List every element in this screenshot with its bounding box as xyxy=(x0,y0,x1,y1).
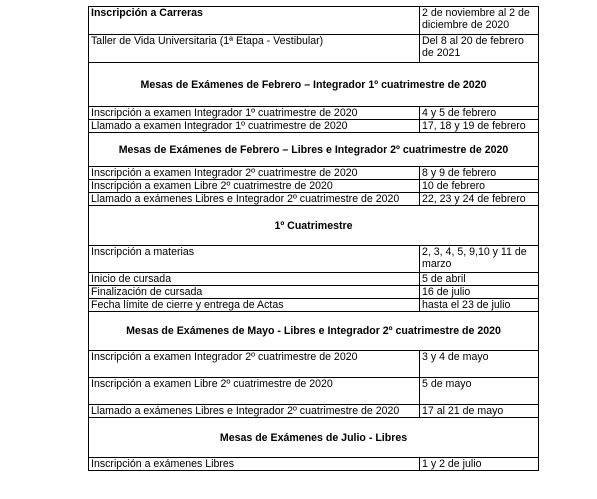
calendar-table-body xyxy=(89,7,539,471)
table-row xyxy=(89,180,539,193)
event-cell: Finalización de cursada xyxy=(89,286,420,299)
event-cell: Inscripción a exámenes Libres xyxy=(89,458,420,471)
table-row xyxy=(89,193,539,206)
event-cell: Llamado a examen Integrador 1º cuatrimestre de 2020 xyxy=(89,120,420,133)
event-cell: Inscripción a examen Integrador 2º cuatrimestre de 2020 xyxy=(89,167,420,180)
date-cell: 17, 18 y 19 de febrero xyxy=(420,120,539,133)
date-cell: 5 de abril xyxy=(420,273,539,286)
section-header: Mesas de Exámenes de Julio - Libres xyxy=(89,418,539,458)
section-header-row xyxy=(89,312,539,351)
section-header: Mesas de Exámenes de Mayo - Libres e Integrador 2º cuatrimestre de 2020 xyxy=(89,312,539,351)
date-cell: 2, 3, 4, 5, 9,10 y 11 de marzo xyxy=(420,246,539,273)
event-cell: Taller de Vida Universitaria (1ª Etapa - Vestibular) xyxy=(89,35,420,63)
section-header-row xyxy=(89,206,539,246)
event-cell: Inicio de cursada xyxy=(89,273,420,286)
event-cell: Inscripción a Carreras xyxy=(89,7,420,35)
table-row xyxy=(89,351,539,378)
event-cell: Inscripción a examen Integrador 1º cuatrimestre de 2020 xyxy=(89,107,420,120)
event-cell: Inscripción a examen Integrador 2º cuatrimestre de 2020 xyxy=(89,351,420,378)
date-cell: 10 de febrero xyxy=(420,180,539,193)
table-row xyxy=(89,405,539,418)
event-cell: Inscripción a examen Libre 2º cuatrimestre de 2020 xyxy=(89,378,420,405)
date-cell: 5 de mayo xyxy=(420,378,539,405)
event-cell: Inscripción a materias xyxy=(89,246,420,273)
event-cell: Inscripción a examen Libre 2º cuatrimestre de 2020 xyxy=(89,180,420,193)
date-cell: 8 y 9 de febrero xyxy=(420,167,539,180)
table-row xyxy=(89,7,539,35)
table-row xyxy=(89,286,539,299)
table-row xyxy=(89,167,539,180)
event-cell: Fecha límite de cierre y entrega de Actas xyxy=(89,299,420,312)
table-row xyxy=(89,299,539,312)
table-row xyxy=(89,35,539,63)
section-header-row xyxy=(89,63,539,107)
table-row xyxy=(89,458,539,471)
section-header-row xyxy=(89,133,539,167)
event-cell: Llamado a exámenes Libres e Integrador 2º cuatrimestre de 2020 xyxy=(89,405,420,418)
date-cell: 3 y 4 de mayo xyxy=(420,351,539,378)
table-row xyxy=(89,246,539,273)
section-header-row xyxy=(89,418,539,458)
calendar-table xyxy=(88,6,539,471)
date-cell: Del 8 al 20 de febrero de 2021 xyxy=(420,35,539,63)
table-row xyxy=(89,120,539,133)
date-cell: 2 de noviembre al 2 de diciembre de 2020 xyxy=(420,7,539,35)
date-cell: 4 y 5 de febrero xyxy=(420,107,539,120)
table-row xyxy=(89,378,539,405)
date-cell: 16 de julio xyxy=(420,286,539,299)
event-cell: Llamado a exámenes Libres e Integrador 2º cuatrimestre de 2020 xyxy=(89,193,420,206)
section-header: Mesas de Exámenes de Febrero – Libres e Integrador 2º cuatrimestre de 2020 xyxy=(89,133,539,167)
date-cell: 1 y 2 de julio xyxy=(420,458,539,471)
date-cell: hasta el 23 de julio xyxy=(420,299,539,312)
date-cell: 22, 23 y 24 de febrero xyxy=(420,193,539,206)
table-row xyxy=(89,273,539,286)
section-header: Mesas de Exámenes de Febrero – Integrador 1º cuatrimestre de 2020 xyxy=(89,63,539,107)
date-cell: 17 al 21 de mayo xyxy=(420,405,539,418)
section-header: 1º Cuatrimestre xyxy=(89,206,539,246)
table-row xyxy=(89,107,539,120)
